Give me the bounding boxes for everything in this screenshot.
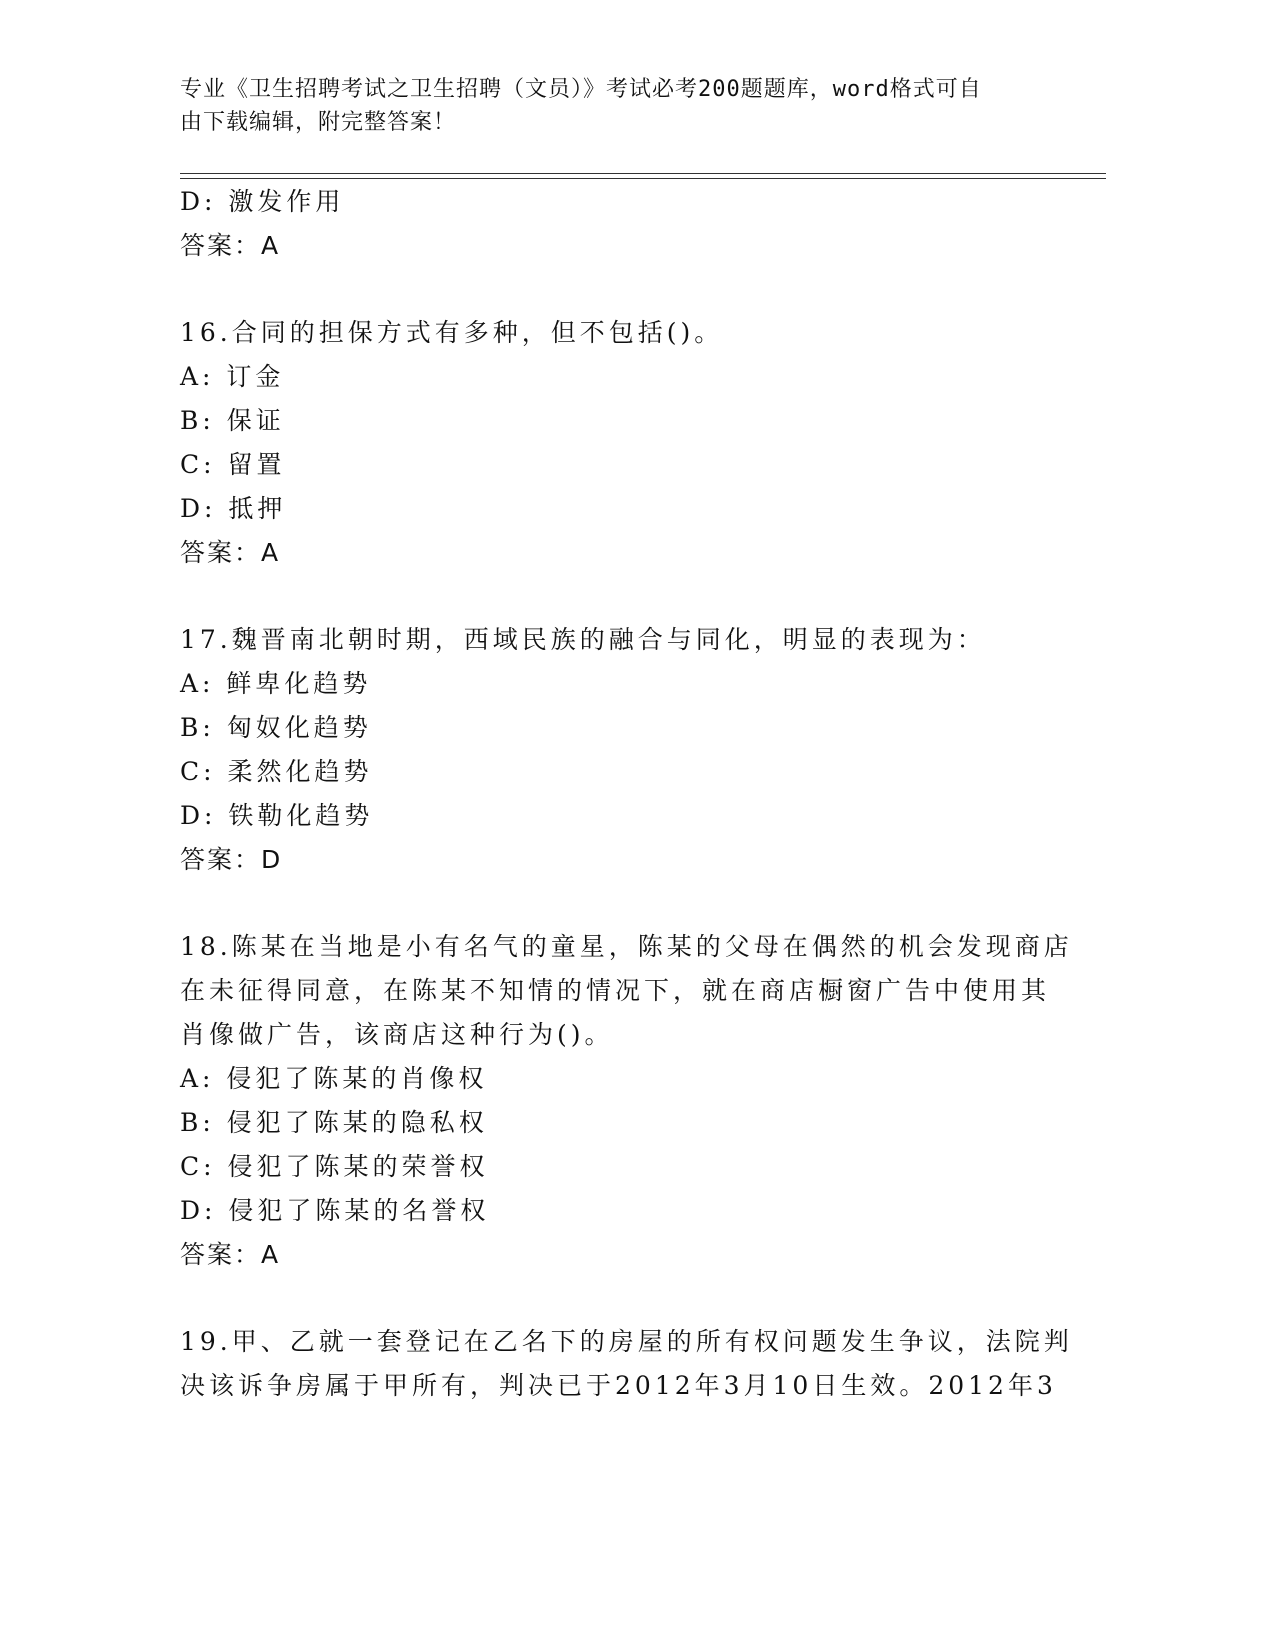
option-b: B: 匈奴化趋势 xyxy=(180,713,372,742)
option-d: D: 抵押 xyxy=(180,494,287,523)
answer-label: 答案：A xyxy=(180,1240,281,1269)
question-block-15-tail xyxy=(180,180,1060,268)
question-stem-line-3: 肖像做广告，该商店这种行为()。 xyxy=(180,1020,614,1049)
option-c: C: 留置 xyxy=(180,450,286,479)
header-title-line-1: 专业《卫生招聘考试之卫生招聘（文员）》考试必考200题题库，word格式可自 xyxy=(180,77,982,102)
question-block-16 xyxy=(180,311,1060,575)
question-stem-line-2: 在未征得同意，在陈某不知情的情况下，就在商店橱窗广告中使用其 xyxy=(180,976,1051,1005)
question-stem-line-2: 决该诉争房属于甲所有，判决已于2012年3月10日生效。2012年3 xyxy=(180,1371,1057,1400)
header-divider-bottom xyxy=(180,178,1106,179)
question-list xyxy=(180,180,1073,1408)
question-stem: 17.魏晋南北朝时期，西域民族的融合与同化，明显的表现为： xyxy=(180,625,986,654)
header-divider-top xyxy=(180,173,1106,174)
block-gap xyxy=(180,1277,1060,1320)
block-gap xyxy=(180,268,1060,311)
question-stem-line-1: 19.甲、乙就一套登记在乙名下的房屋的所有权问题发生争议，法院判 xyxy=(180,1327,1073,1356)
answer-label: 答案：D xyxy=(180,845,283,874)
option-b: B: 侵犯了陈某的隐私权 xyxy=(180,1108,488,1137)
block-gap xyxy=(180,575,1060,618)
option-a: A: 鲜卑化趋势 xyxy=(180,669,372,698)
question-stem-line-1: 18.陈某在当地是小有名气的童星，陈某的父母在偶然的机会发现商店 xyxy=(180,932,1073,961)
question-stem: 16.合同的担保方式有多种，但不包括()。 xyxy=(180,318,724,347)
option-b: B: 保证 xyxy=(180,406,285,435)
document-header xyxy=(180,73,1060,139)
answer-label: 答案：A xyxy=(180,231,281,260)
question-block-17 xyxy=(180,618,1060,882)
option-a: A: 侵犯了陈某的肖像权 xyxy=(180,1064,488,1093)
block-gap xyxy=(180,882,1060,925)
question-block-19 xyxy=(180,1320,1073,1408)
header-title-line-2: 由下载编辑，附完整答案！ xyxy=(180,110,457,135)
option-c: C: 侵犯了陈某的荣誉权 xyxy=(180,1152,489,1181)
option-c: C: 柔然化趋势 xyxy=(180,757,373,786)
option-a: A: 订金 xyxy=(180,362,285,391)
answer-label: 答案：A xyxy=(180,538,281,567)
option-d: D: 铁勒化趋势 xyxy=(180,801,374,830)
option-d: D: 激发作用 xyxy=(180,187,345,216)
question-block-18 xyxy=(180,925,1073,1277)
option-d: D: 侵犯了陈某的名誉权 xyxy=(180,1196,490,1225)
